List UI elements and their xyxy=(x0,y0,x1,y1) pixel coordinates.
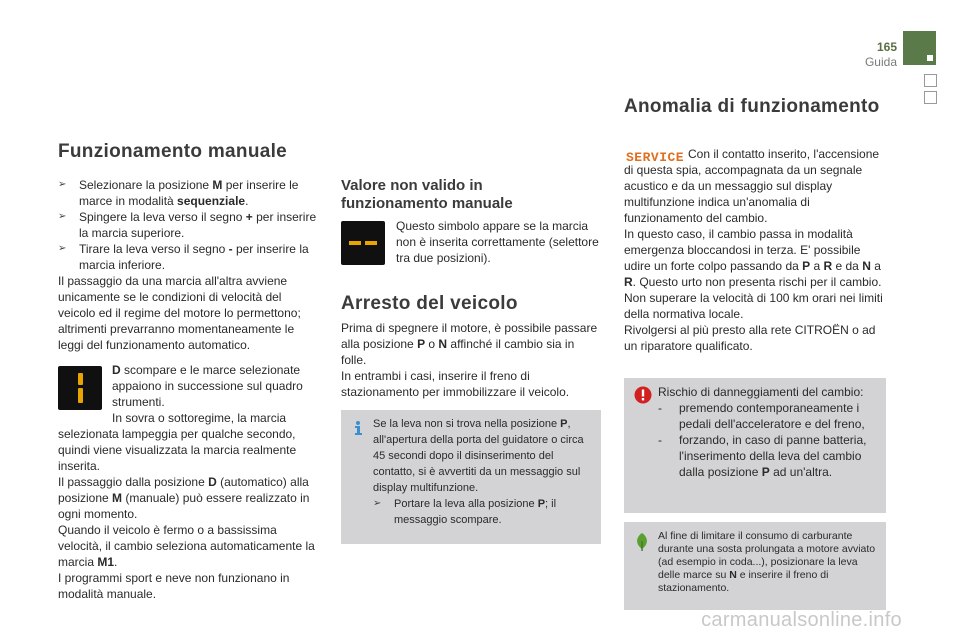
gear-indicator-icon xyxy=(58,366,102,410)
warning-text xyxy=(658,384,882,480)
anomaly-paragraph: Non superare la velocità di 100 km orari nei limiti della normativa locale. xyxy=(624,291,883,321)
anomaly-paragraph: In questo caso, il cambio passa in modalità emergenza bloccandosi in terza. E' possibile udire un forte colpo passando da P a R e da N a R. Questo urto non presenta rischi per il cambio. xyxy=(624,227,882,289)
section-title-anomaly: Anomalia di funzionamento xyxy=(624,96,880,117)
warning-item: - forzando, in caso di panne batteria, l'inserimento della leva del cambio dalla posizione P ad un'altra. xyxy=(658,433,867,479)
step-downshift: ➢ Tirare la leva verso il segno - per inserire la marcia inferiore. xyxy=(58,242,309,272)
chapter-tab xyxy=(924,91,937,104)
chapter-tab-active xyxy=(903,31,936,65)
manual-paragraph: Quando il veicolo è fermo o a bassissima velocità, il cambio seleziona automaticamente la marcia M1. xyxy=(58,523,315,569)
page-number: 165 xyxy=(876,40,897,54)
invalid-text: Questo simbolo appare se la marcia non è inserita correttamente (selettore tra due posizioni). xyxy=(396,219,599,265)
section-title-manual: Funzionamento manuale xyxy=(58,141,288,162)
manual-paragraph: Il passaggio da una marcia all'altra avviene unicamente se le condizioni di velocità del veicolo ed il regime del motore lo permettono; altrimenti prevarranno momentaneamente le leggi del funzionamento automatico. xyxy=(58,274,301,352)
tab-marker-icon xyxy=(927,55,933,61)
stop-text xyxy=(341,320,601,400)
info-icon xyxy=(350,420,366,436)
anomaly-paragraph: Rivolgersi al più presto alla rete CITROËN o ad un riparatore qualificato. xyxy=(624,323,876,353)
manual-paragraph: In sovra o sottoregime, la marcia selezionata lampeggia per qualche secondo, quindi viene visualizzata la marcia realmente inserita. xyxy=(58,411,297,473)
eco-tip-box xyxy=(624,522,886,610)
stop-paragraph: Prima di spegnere il motore, è possibile passare alla posizione P o N affinché il cambio sia in folle. xyxy=(341,321,598,367)
section-label: Guida xyxy=(864,55,897,69)
eco-leaf-icon xyxy=(634,532,650,552)
section-title-invalid: Valore non valido in funzionamento manuale xyxy=(341,177,513,212)
manual-paragraph: I programmi sport e neve non funzionano in modalità manuale. xyxy=(58,571,290,601)
d-indicator-text: D scompare e le marce selezionate appaiono in successione sul quadro strumenti. xyxy=(112,363,303,409)
bullet-arrow-icon: ➢ xyxy=(373,498,382,509)
warning-item: - premendo contemporaneamente i pedali dell'acceleratore e del freno, xyxy=(658,401,865,431)
section-title-stop: Arresto del veicolo xyxy=(341,293,518,314)
step-upshift: ➢ Spingere la leva verso il segno + per inserire la marcia superiore. xyxy=(58,210,317,240)
warning-box xyxy=(624,378,886,513)
invalid-gear-icon xyxy=(341,221,385,265)
warning-title: Rischio di danneggiamenti del cambio: xyxy=(658,385,864,399)
watermark: carmanualsonline.info xyxy=(701,609,902,631)
stop-paragraph: In entrambi i casi, inserire il freno di stazionamento per immobilizzare il veicolo. xyxy=(341,369,570,399)
eco-tip-text: Al fine di limitare il consumo di carburante durante una sosta prolungata a motore avviato (ad esempio in coda...), posizionare la leva delle marce su N e inserire il freno di stazionamento. xyxy=(658,530,876,594)
warning-icon xyxy=(634,386,652,404)
manual-paragraph: Il passaggio dalla posizione D (automatico) alla posizione M (manuale) può essere realizzato in ogni momento. xyxy=(58,475,310,521)
service-warning-icon: SERVICE xyxy=(626,150,685,165)
bullet-arrow-icon: ➢ xyxy=(58,243,67,254)
bullet-arrow-icon: ➢ xyxy=(58,211,67,222)
manual-more xyxy=(58,410,320,602)
step-select-m: ➢ Selezionare la posizione M per inserire le marce in modalità sequenziale. xyxy=(58,178,299,208)
bullet-arrow-icon: ➢ xyxy=(58,179,67,190)
stop-note-box xyxy=(341,410,601,544)
chapter-tab xyxy=(924,74,937,87)
anomaly-intro: Con il contatto inserito, l'accensione di questa spia, accompagnata da un segnale acustico e da un messaggio sul display multifunzione indica un'anomalia di funzionamento del cambio. xyxy=(624,147,880,225)
manual-steps xyxy=(58,177,320,353)
anomaly-text xyxy=(624,146,886,354)
stop-note-step: ➢ Portare la leva alla posizione P; il messaggio scompare. xyxy=(373,498,557,526)
stop-note-text: Se la leva non si trova nella posizione P, all'apertura della porta del guidatore o circa 45 secondi dopo il disinserimento del contatto, si è avvertiti da un messaggio sul display multifunzione. ➢ Portare la leva alla posizione P; il messaggio scompare. xyxy=(373,416,597,528)
